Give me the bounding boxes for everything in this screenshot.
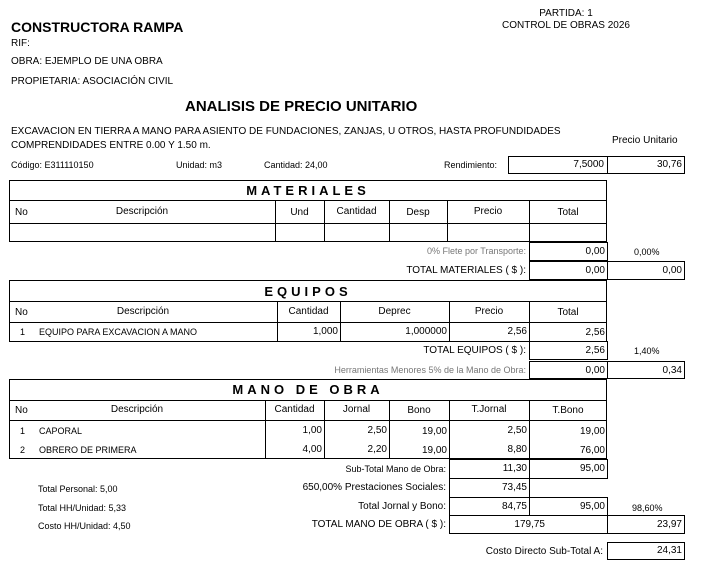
- total-equipos-pct: 1,40%: [634, 346, 660, 356]
- total-mano-de-obra-value: 179,75: [514, 519, 545, 530]
- mo-row-cantidad: 1,00: [302, 425, 322, 436]
- mo-row-no: 1: [20, 426, 26, 436]
- total-equipos-value: 2,56: [585, 345, 605, 356]
- mo-row-bono: 19,00: [421, 445, 447, 456]
- equipos-title: EQUIPOS: [264, 284, 352, 299]
- herramientas-label: Herramientas Menores 5% de la Mano de Obra:: [334, 365, 526, 375]
- tjb-pct: 98,60%: [632, 503, 663, 513]
- mo-row-tbono: 76,00: [579, 445, 605, 456]
- mo-header-jornal: Jornal: [342, 404, 371, 415]
- obra-label: OBRA: EJEMPLO DE UNA OBRA: [11, 56, 163, 67]
- total-hh: Total HH/Unidad: 5,33: [38, 503, 127, 513]
- eq-row-desc: EQUIPO PARA EXCAVACION A MANO: [39, 327, 198, 337]
- mo-row-jornal: 2,20: [367, 444, 387, 455]
- mo-header-tbono: T.Bono: [552, 405, 584, 416]
- page-title: ANALISIS DE PRECIO UNITARIO: [185, 98, 418, 115]
- precio-unitario-label: Precio Unitario: [612, 135, 678, 146]
- eq-row-precio: 2,56: [507, 326, 527, 337]
- flete-pct: 0,00%: [634, 247, 660, 257]
- eq-row-cantidad: 1,000: [312, 326, 338, 337]
- mat-header-und: Und: [290, 207, 309, 218]
- costo-directo-label: Costo Directo Sub-Total A:: [485, 546, 603, 557]
- propietaria-label: PROPIETARIA: ASOCIACIÓN CIVIL: [11, 76, 174, 87]
- costo-directo-value: 24,31: [656, 545, 682, 556]
- subtotal-mo-jornal: 11,30: [502, 463, 527, 474]
- mo-header-tjornal: T.Jornal: [471, 404, 507, 415]
- mat-header-cantidad: Cantidad: [336, 206, 377, 217]
- mat-header-precio: Precio: [473, 206, 503, 217]
- eq-header-total: Total: [557, 307, 579, 318]
- mano-de-obra-title: MANO DE OBRA: [232, 382, 384, 397]
- mo-row-tjornal: 2,50: [507, 425, 527, 436]
- mo-row-cantidad: 4,00: [302, 444, 322, 455]
- mo-header-no: No: [15, 405, 28, 416]
- eq-row-total: 2,56: [585, 327, 605, 338]
- item-description-line2: COMPRENDIDADES ENTRE 0.00 Y 1.50 m.: [11, 140, 211, 151]
- costo-hh: Costo HH/Unidad: 4,50: [38, 521, 131, 531]
- mo-row-bono: 19,00: [421, 426, 447, 437]
- precio-unitario-value: 30,76: [656, 159, 682, 170]
- eq-row-deprec: 1,000000: [405, 326, 447, 337]
- eq-header-desc: Descripción: [116, 306, 170, 317]
- flete-label: 0% Flete por Transporte:: [426, 246, 526, 256]
- total-materiales-label: TOTAL MATERIALES ( $ ):: [406, 265, 526, 276]
- mo-header-cantidad: Cantidad: [274, 404, 315, 415]
- total-equipos-label: TOTAL EQUIPOS ( $ ):: [423, 345, 526, 356]
- total-mano-de-obra-unit: 23,97: [656, 519, 682, 530]
- mat-header-desc: Descripción: [115, 206, 169, 217]
- codigo-label: Código: E311110150: [11, 160, 94, 170]
- herramientas-value: 0,00: [585, 365, 605, 376]
- total-personal: Total Personal: 5,00: [38, 484, 118, 494]
- total-mano-de-obra-label: TOTAL MANO DE OBRA ( $ ):: [311, 519, 446, 530]
- mat-header-desp: Desp: [406, 207, 430, 218]
- rif-label: RIF:: [11, 38, 30, 49]
- rendimiento-label: Rendimiento:: [444, 160, 498, 170]
- tjb-bono: 95,00: [579, 501, 605, 512]
- total-materiales-value: 0,00: [585, 265, 605, 276]
- item-description-line1: EXCAVACION EN TIERRA A MANO PARA ASIENTO DE FUNDACIONES, ZANJAS, U OTROS, HASTA PROFUNDIDADES: [11, 126, 561, 137]
- mo-row-no: 2: [20, 445, 26, 455]
- eq-header-cantidad: Cantidad: [288, 306, 329, 317]
- materiales-title: MATERIALES: [246, 183, 370, 198]
- prestaciones-label: 650,00% Prestaciones Sociales:: [302, 482, 446, 493]
- flete-value: 0,00: [585, 246, 605, 257]
- subtotal-mo-bono: 95,00: [579, 463, 605, 474]
- herramientas-unit: 0,34: [662, 365, 682, 376]
- mo-row-desc: CAPORAL: [39, 426, 83, 436]
- total-jornal-bono-label: Total Jornal y Bono:: [358, 501, 446, 512]
- prestaciones-value: 73,45: [501, 482, 527, 493]
- mo-header-desc: Descripción: [110, 404, 164, 415]
- total-materiales-unit: 0,00: [662, 265, 682, 276]
- mo-header-bono: Bono: [407, 405, 431, 416]
- mo-row-jornal: 2,50: [367, 425, 387, 436]
- eq-header-precio: Precio: [474, 306, 504, 317]
- mat-header-no: No: [15, 207, 28, 218]
- company-name: CONSTRUCTORA RAMPA: [11, 19, 184, 35]
- subtotal-mo-label: Sub-Total Mano de Obra:: [345, 464, 446, 474]
- mat-header-total: Total: [557, 207, 579, 218]
- eq-row-no: 1: [20, 327, 26, 337]
- mo-row-desc: OBRERO DE PRIMERA: [39, 445, 137, 455]
- tjb-jornal: 84,75: [501, 501, 527, 512]
- eq-header-no: No: [15, 307, 28, 318]
- unidad-label: Unidad: m3: [176, 160, 223, 170]
- eq-header-deprec: Deprec: [378, 306, 411, 317]
- mo-row-tbono: 19,00: [579, 426, 605, 437]
- control-label: CONTROL DE OBRAS 2026: [501, 20, 630, 31]
- cantidad-label: Cantidad: 24,00: [264, 160, 328, 170]
- rendimiento-value: 7,5000: [573, 159, 604, 170]
- mo-row-tjornal: 8,80: [507, 444, 527, 455]
- partida-label: PARTIDA: 1: [539, 8, 593, 19]
